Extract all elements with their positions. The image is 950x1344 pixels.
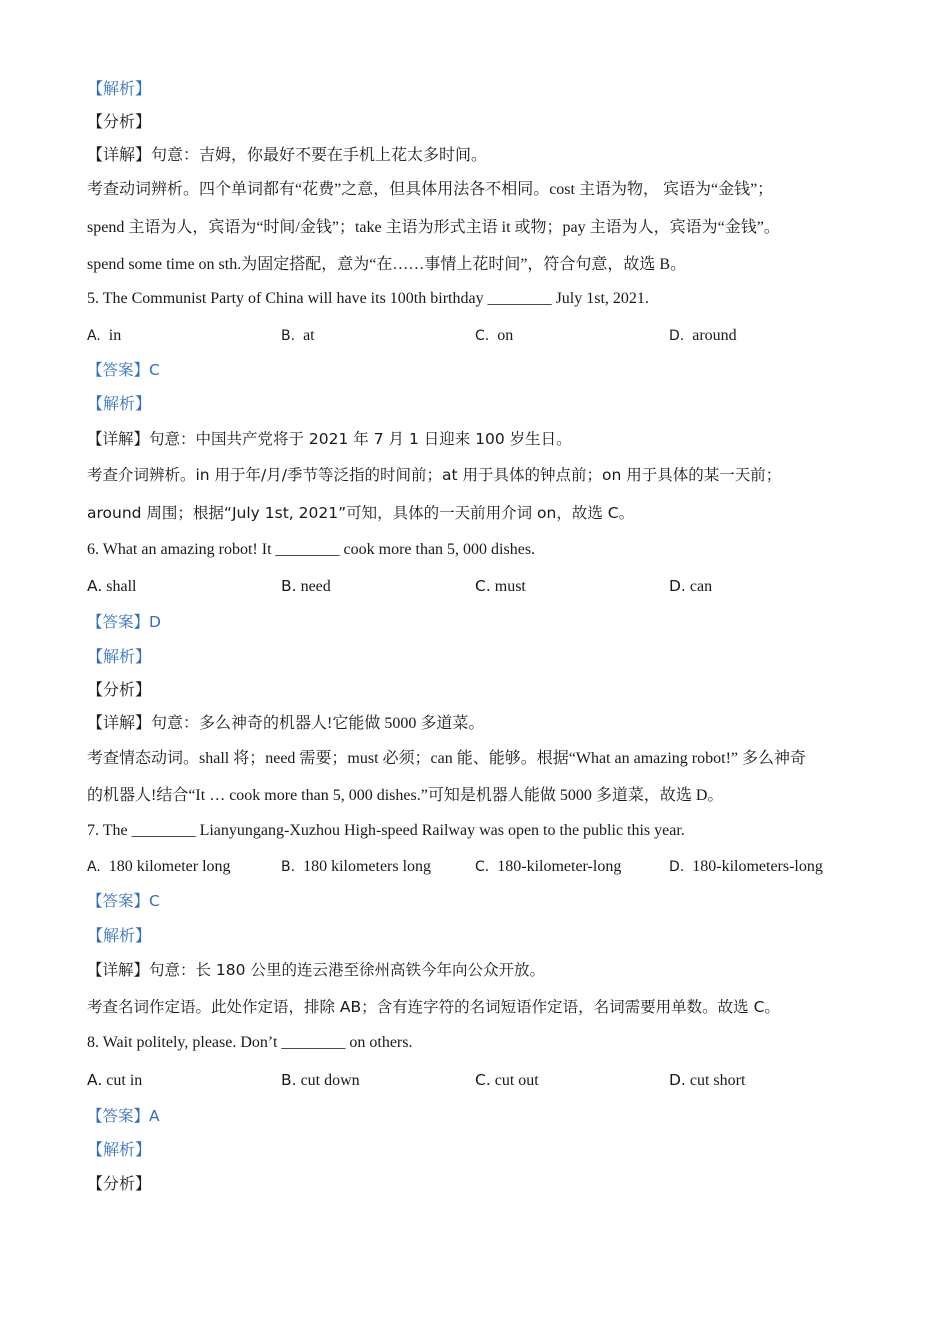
analysis-note-label: 【分析】 (87, 682, 152, 699)
option-c: C. cut out (475, 1071, 539, 1089)
option-a: A. in (87, 327, 122, 344)
analysis-note-label: 【分析】 (87, 114, 152, 131)
analysis-note-label: 【分析】 (87, 1176, 152, 1193)
question-6: 6. What an amazing robot! It ________ cook more than 5, 000 dishes. (87, 541, 536, 558)
analysis-label: 【解析】 (87, 81, 152, 98)
analysis-label: 【解析】 (87, 649, 152, 666)
answer-label: 【答案】D (87, 613, 161, 631)
option-b: B. need (281, 577, 331, 595)
option-d: D. around (669, 327, 737, 344)
analysis-label: 【解析】 (87, 1142, 152, 1159)
explanation-text: 考查介词辨析。in 用于年/月/季节等泛指的时间前；at 用于具体的钟点前；on 用于具体的某一天前； (87, 466, 782, 484)
question-5: 5. The Communist Party of China will have its 100th birthday ________ July 1st, 2021. (87, 290, 649, 307)
option-a: A. 180 kilometer long (87, 858, 231, 875)
question-7: 7. The ________ Lianyungang-Xuzhou High-speed Railway was open to the public this year. (87, 822, 685, 839)
option-d: D. can (669, 577, 713, 595)
option-c: C. on (475, 327, 514, 344)
option-d: D. 180-kilometers-long (669, 858, 823, 875)
explanation-text: 考查动词辨析。四个单词都有“花费”之意，但具体用法各不相同。cost 主语为物， 宾语为“金钱”； (87, 181, 774, 198)
answer-label: 【答案】A (87, 1107, 160, 1125)
explanation-text: spend some time on sth.为固定搭配，意为“在……事情上花时间”，符合句意，故选 B。 (87, 256, 687, 273)
option-b: B. 180 kilometers long (281, 858, 432, 875)
explanation-text: around 周围；根据“July 1st, 2021”可知，具体的一天前用介词 on，故选 C。 (87, 504, 635, 522)
option-b: B. cut down (281, 1071, 360, 1089)
option-a: A. shall (87, 577, 137, 595)
question-8: 8. Wait politely, please. Don’t ________ on others. (87, 1034, 413, 1051)
explanation-text: 考查名词作定语。此处作定语，排除 AB；含有连字符的名词短语作定语，名词需要用单数。故选 C。 (87, 998, 780, 1016)
detail-text: 【详解】句意：多么神奇的机器人!它能做 5000 多道菜。 (87, 715, 485, 732)
option-d: D. cut short (669, 1071, 746, 1089)
explanation-text: spend 主语为人，宾语为“时间/金钱”；take 主语为形式主语 it 或物；pay 主语为人，宾语为“金钱”。 (87, 219, 780, 236)
answer-label: 【答案】C (87, 361, 160, 379)
explanation-text: 的机器人!结合“It … cook more than 5, 000 dishes.”可知是机器人能做 5000 多道菜，故选 D。 (87, 787, 724, 804)
detail-text: 【详解】句意：吉姆，你最好不要在手机上花太多时间。 (87, 147, 488, 164)
explanation-text: 考查情态动词。shall 将；need 需要；must 必须；can 能、能够。根据“What an amazing robot!” 多么神奇 (87, 750, 806, 767)
detail-text: 【详解】句意：中国共产党将于 2021 年 7 月 1 日迎来 100 岁生日。 (87, 430, 572, 448)
option-c: C. must (475, 577, 526, 595)
analysis-label: 【解析】 (87, 396, 152, 413)
answer-label: 【答案】C (87, 892, 160, 910)
option-a: A. cut in (87, 1071, 143, 1089)
option-c: C. 180-kilometer-long (475, 858, 622, 875)
analysis-label: 【解析】 (87, 928, 152, 945)
option-b: B. at (281, 327, 315, 344)
detail-text: 【详解】句意：长 180 公里的连云港至徐州高铁今年向公众开放。 (87, 961, 545, 979)
